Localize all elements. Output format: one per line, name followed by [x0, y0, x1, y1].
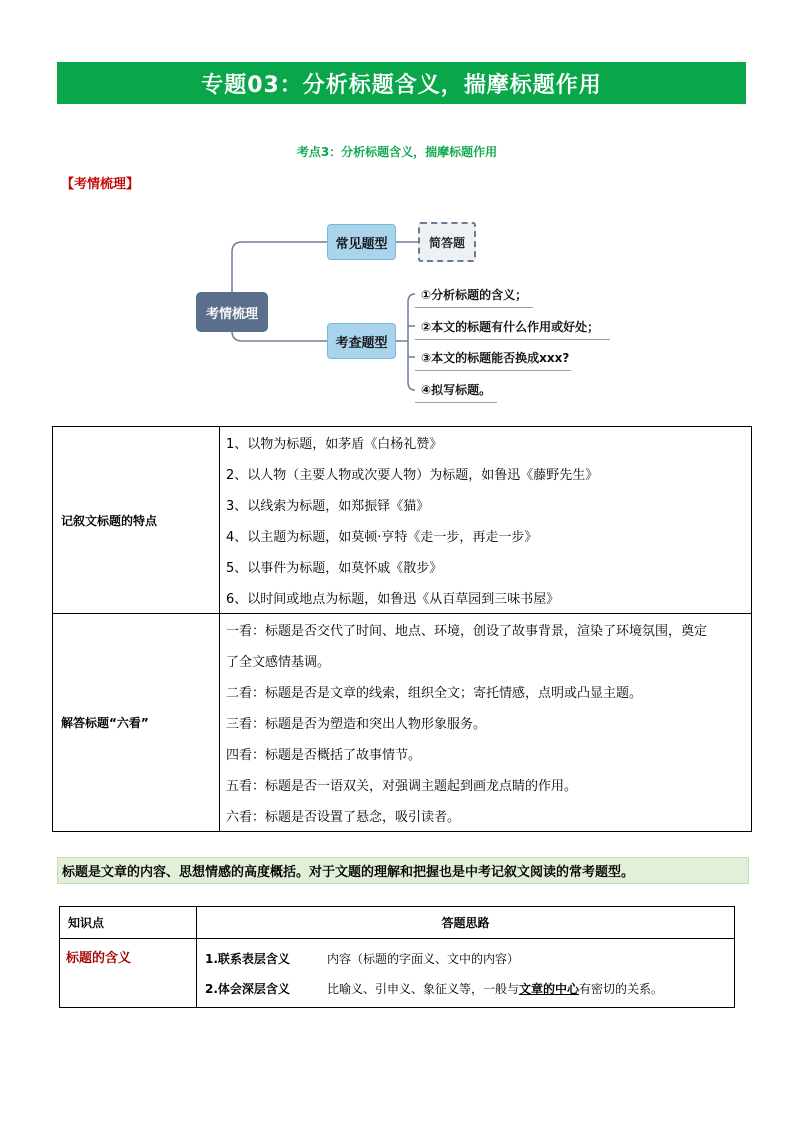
list-item: 5、以事件为标题，如莫怀戚《散步》	[226, 561, 443, 576]
answer-value	[327, 980, 663, 997]
table-row	[60, 939, 735, 1008]
list-item: 六看：标题是否设置了悬念，吸引读者。	[226, 810, 461, 825]
answer-line	[205, 973, 726, 1003]
list-item: 四看：标题是否概括了故事情节。	[226, 748, 422, 763]
list-item: 五看：标题是否一语双关，对强调主题起到画龙点睛的作用。	[226, 779, 578, 794]
subtitle: 考点3：分析标题含义，揣摩标题作用	[296, 145, 498, 159]
list-item: 了全文感情基调。	[226, 655, 331, 670]
topic-cell: 标题的含义	[60, 939, 197, 1008]
list-item: 三看：标题是否为塑造和突出人物形象服务。	[226, 717, 487, 732]
table-row	[53, 614, 752, 832]
column-header: 答题思路	[197, 907, 735, 939]
answer-text: 有密切的关系。	[579, 981, 664, 996]
list-item: 4、以主题为标题，如莫顿·亨特《走一步，再走一步》	[226, 530, 538, 545]
mindmap-root: 考情梳理	[196, 292, 268, 332]
answer-text: 比喻义、引申义、象征义等，一般与	[327, 981, 520, 996]
mindmap-leaf: ①分析标题的含义；	[415, 282, 533, 308]
list-item: 一看：标题是否交代了时间、地点、环境，创设了故事背景，渲染了环境氛围，奠定	[226, 624, 708, 639]
table-header-row	[60, 907, 735, 939]
section-tag: 【考情梳理】	[61, 177, 140, 192]
answer-emphasis: 文章的中心	[519, 981, 580, 996]
list-item: 二看：标题是否是文章的线索，组织全文；寄托情感，点明或凸显主题。	[226, 686, 643, 701]
table-row	[53, 427, 752, 614]
mindmap-leaf: ④拟写标题。	[415, 377, 497, 403]
knowledge-table	[59, 906, 735, 1008]
mindmap-branch-common-types: 常见题型	[327, 224, 396, 260]
highlight-note: 标题是文章的内容、思想情感的高度概括。对于文题的理解和把握也是中考记叙文阅读的常考题型。	[57, 857, 749, 884]
mindmap-leaf: ③本文的标题能否换成xxx?	[415, 345, 571, 371]
column-header: 知识点	[60, 907, 197, 939]
row-content	[220, 614, 752, 832]
row-label: 记叙文标题的特点	[53, 427, 220, 614]
page-banner-title: 专题03：分析标题含义，揣摩标题作用	[57, 62, 746, 104]
row-content	[220, 427, 752, 614]
mindmap-leaf: ②本文的标题有什么作用或好处；	[415, 314, 610, 340]
list-item: 1、以物为标题，如茅盾《白杨礼赞》	[226, 437, 443, 452]
list-item: 6、以时间或地点为标题，如鲁迅《从百草园到三味书屋》	[226, 592, 560, 607]
answer-key: 2.体会深层含义	[205, 981, 290, 996]
answer-cell	[197, 939, 735, 1008]
answer-line	[205, 943, 726, 973]
row-label: 解答标题“六看”	[53, 614, 220, 832]
answer-key: 1.联系表层含义	[205, 951, 290, 966]
mindmap-branch-exam-types: 考查题型	[327, 323, 396, 359]
answer-value: 内容（标题的字面义、文中的内容）	[327, 951, 520, 966]
list-item: 3、以线索为标题，如郑振铎《猫》	[226, 499, 430, 514]
list-item: 2、以人物（主要人物或次要人物）为标题，如鲁迅《藤野先生》	[226, 468, 599, 483]
title-features-table	[52, 426, 752, 832]
mindmap-short-answer: 简答题	[418, 222, 476, 262]
